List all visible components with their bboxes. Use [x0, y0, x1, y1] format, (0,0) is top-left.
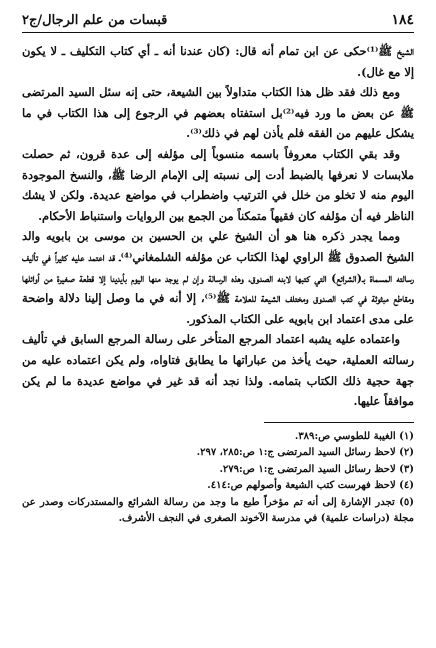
paragraph: الشيخ ﷺ⁽¹⁾حكى عن ابن تمام أنه قال: (كان عندنا أنه ـ أي كتاب التكليف ـ لا يكون إلا مع غال).: [22, 44, 414, 79]
footnote-separator: [264, 422, 414, 423]
footnotes: [22, 429, 414, 528]
running-header: [22, 12, 414, 33]
running-title: قبسات من علم الرجال/ج٢: [22, 13, 168, 28]
paragraph: واعتماده عليه يشبه اعتماد المرجع المتأخر على رسالة المرجع السابق في تأليف رسالته العملية، حيث يأخذ من عباراتها ما يطابق فتاواه، ولم يكن اعتماده عليه من جهة حجية ذلك الكتاب بتمامه. ولذا نجد أنه قد غير في مواضع عديدة ما لم يكن موافقاً عليها.: [22, 332, 414, 409]
footnote: (٤) لاحظ فهرست كتب الشيعة وأصولهم ص:٤١٤.: [207, 480, 414, 492]
paragraph: ومما يجدر ذكره هنا هو أن الشيخ علي بن الحسين بن موسى بن بابويه والد الشيخ الصدوق ﷺ الراوي لهذا الكتاب عن مؤلفه الشلمغاني⁽⁴⁾ـ قد اعتمد عليه كثيراً في تأليف رسالته المسماة بـ(الشرائع) التي كتبها لابنه الصدوق، وهذه الرسالة وإن لم يوجد منها اليوم بأيدينا إلا قطعة صغيرة من أوائلها ومقاطع مبثوثة في كتب الصدوق ومختلف الشيعة للعلامة ﷺ⁽⁵⁾، إلا أنه في ما وصل إلينا دلالة واضحة على مدى اعتماد ابن بابويه على الكتاب المذكور.: [22, 229, 414, 326]
footnote: (٢) لاحظ رسائل السيد المرتضى ج:١ ص:٢٨٥، ٢٩٧.: [196, 447, 414, 459]
paragraph: ومع ذلك فقد ظل هذا الكتاب متداولاً بين الشيعة، حتى إنه سئل السيد المرتضى ﷺ عن بعض ما ورد فيه⁽²⁾بل استفتاه بعضهم في الرجوع إلى هذا الكتاب في ما يشكل عليهم من الفقه فلم يأذن لهم في ذلك⁽³⁾.: [22, 85, 415, 141]
paragraph: وقد بقي الكتاب معروفاً باسمه منسوباً إلى مؤلفه إلى عدة قرون، ثم حصلت ملابسات لا نعرفها بالضبط أدت إلى نسبته إلى الإمام الرضا ﷺ، والنسخ الموجودة اليوم منه لا تخلو من خلل في الترتيب واضطراب في مواضع عديدة. ولكن لا يشك الناظر فيه أن مؤلفه كان فقيهاً متمكناً من الجمع بين الروايات واستنباط الأحكام.: [22, 146, 414, 223]
footnote: (٣) لاحظ رسائل السيد المرتضى ج:١ ص:٢٧٩.: [219, 463, 414, 475]
footnote: (١) الغيبة للطوسي ص:٣٨٩.: [294, 430, 414, 442]
page-number: ١٨٤: [391, 12, 414, 28]
body-text: [22, 41, 414, 412]
footnote: (٥) تجدر الإشارة إلى أنه تم مؤخراً طبع ما وجد من رسالة الشرائع والمستدركات وصدر عن مجلة (دراسات علمية) في مدرسة الآخوند الصغرى في النجف الأشرف.: [22, 496, 414, 525]
